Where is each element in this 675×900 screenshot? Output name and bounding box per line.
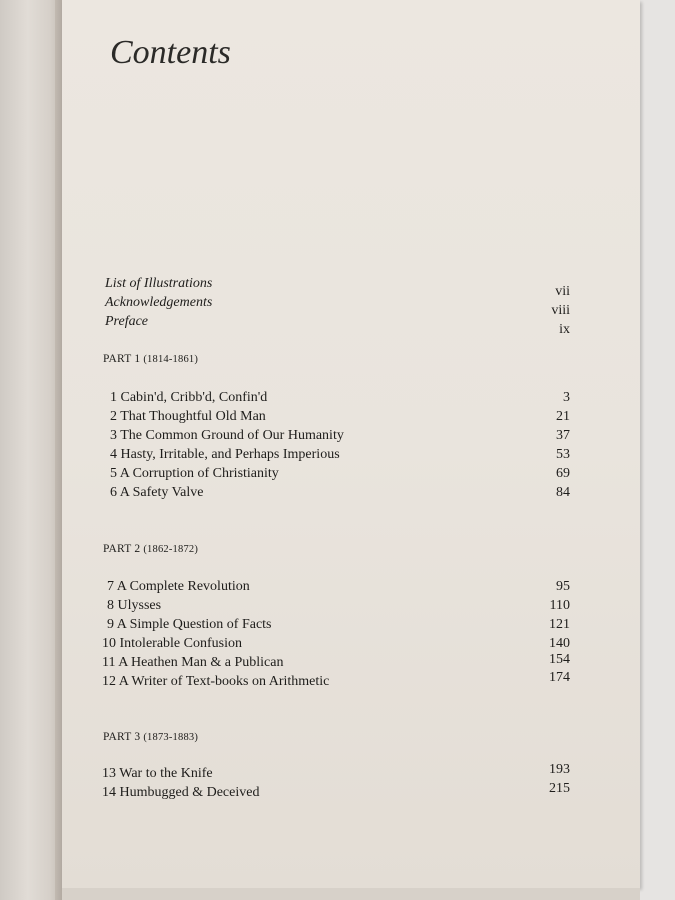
part-label: PART 1 — [103, 353, 141, 365]
part-dates: (1862-1872) — [143, 544, 199, 555]
chapter-row — [62, 466, 640, 485]
contents-page — [62, 0, 640, 888]
page-title: Contents — [110, 34, 231, 71]
chapter-row — [62, 409, 640, 428]
page-number: vii — [555, 284, 570, 299]
chapter-entry — [110, 447, 340, 463]
chapter-title: A Corruption of Christianity — [119, 466, 279, 481]
chapter-row — [62, 598, 640, 617]
chapter-row — [62, 781, 640, 804]
chapter-entry — [110, 390, 267, 406]
page-number: 95 — [556, 579, 570, 594]
chapter-entry — [107, 598, 161, 614]
chapter-entry — [102, 636, 242, 652]
chapter-title: The Common Ground of Our Humanity — [120, 428, 344, 443]
page-number: 121 — [549, 617, 570, 632]
chapter-number: 5 — [110, 466, 117, 481]
chapter-title: That Thoughtful Old Man — [120, 409, 266, 424]
page-number: 174 — [549, 670, 570, 685]
page-number: 140 — [549, 636, 570, 651]
chapter-entry — [102, 785, 259, 801]
chapter-entry — [107, 579, 250, 595]
chapter-title: A Heathen Man & a Publican — [118, 655, 284, 670]
chapter-title: A Writer of Text-books on Arithmetic — [118, 674, 330, 689]
page-number: ix — [559, 322, 570, 337]
chapter-title: War to the Knife — [119, 766, 213, 781]
page-number: viii — [551, 303, 570, 318]
part-heading — [103, 731, 198, 743]
chapter-title: Cabin'd, Cribb'd, Confin'd — [120, 390, 268, 405]
chapter-title: Intolerable Confusion — [119, 636, 242, 651]
page-number: 53 — [556, 447, 570, 462]
page-bottom-edge — [62, 888, 640, 900]
chapter-number: 1 — [110, 390, 117, 405]
chapter-row — [62, 670, 640, 693]
page-number: 69 — [556, 466, 570, 481]
front-matter-label: Preface — [105, 314, 149, 329]
chapter-row — [62, 617, 640, 636]
chapter-title: Ulysses — [117, 598, 162, 613]
page-number: 154 — [549, 652, 570, 667]
chapter-number: 9 — [107, 617, 114, 632]
book-spine — [0, 0, 62, 900]
page-number: 110 — [549, 598, 570, 613]
chapter-title: Hasty, Irritable, and Perhaps Imperious — [120, 447, 340, 462]
page-gutter — [55, 0, 62, 900]
part-label: PART 3 — [103, 731, 141, 743]
chapter-title: A Complete Revolution — [116, 579, 250, 594]
chapter-title: Humbugged & Deceived — [119, 785, 260, 800]
page-number: 193 — [549, 762, 570, 777]
part-heading — [103, 353, 198, 365]
chapter-entry — [102, 766, 213, 782]
part-dates: (1814-1861) — [143, 354, 199, 365]
chapter-entry — [102, 674, 329, 690]
chapter-number: 4 — [110, 447, 117, 462]
page-number: 84 — [556, 485, 570, 500]
page-number: 37 — [556, 428, 570, 443]
part-dates: (1873-1883) — [143, 732, 199, 743]
front-matter-label: Acknowledgements — [105, 295, 213, 310]
chapter-row — [62, 390, 640, 409]
chapter-number: 12 — [102, 674, 116, 689]
page-number: 3 — [563, 390, 570, 405]
chapter-entry — [110, 428, 344, 444]
front-matter-item — [62, 314, 640, 337]
page-number: 215 — [549, 781, 570, 796]
part-label: PART 2 — [103, 543, 141, 555]
chapter-entry — [110, 466, 279, 482]
front-matter-item — [62, 276, 640, 299]
chapter-row — [62, 579, 640, 598]
chapter-title: A Simple Question of Facts — [116, 617, 272, 632]
chapter-number: 2 — [110, 409, 117, 424]
chapter-row — [62, 428, 640, 447]
chapter-entry — [110, 485, 203, 501]
chapter-row — [62, 447, 640, 466]
chapter-entry — [110, 409, 266, 425]
front-matter-item — [62, 295, 640, 318]
chapter-number: 13 — [102, 766, 116, 781]
chapter-number: 10 — [102, 636, 116, 651]
chapter-entry — [107, 617, 272, 633]
chapter-title: A Safety Valve — [119, 485, 204, 500]
chapter-number: 7 — [107, 579, 114, 594]
chapter-number: 6 — [110, 485, 117, 500]
chapter-number: 11 — [102, 655, 116, 670]
front-matter-label: List of Illustrations — [105, 276, 213, 291]
part-heading — [103, 543, 198, 555]
chapter-number: 3 — [110, 428, 117, 443]
chapter-row — [62, 485, 640, 504]
page-number: 21 — [556, 409, 570, 424]
chapter-entry — [102, 655, 283, 671]
chapter-number: 8 — [107, 598, 114, 613]
chapter-number: 14 — [102, 785, 116, 800]
